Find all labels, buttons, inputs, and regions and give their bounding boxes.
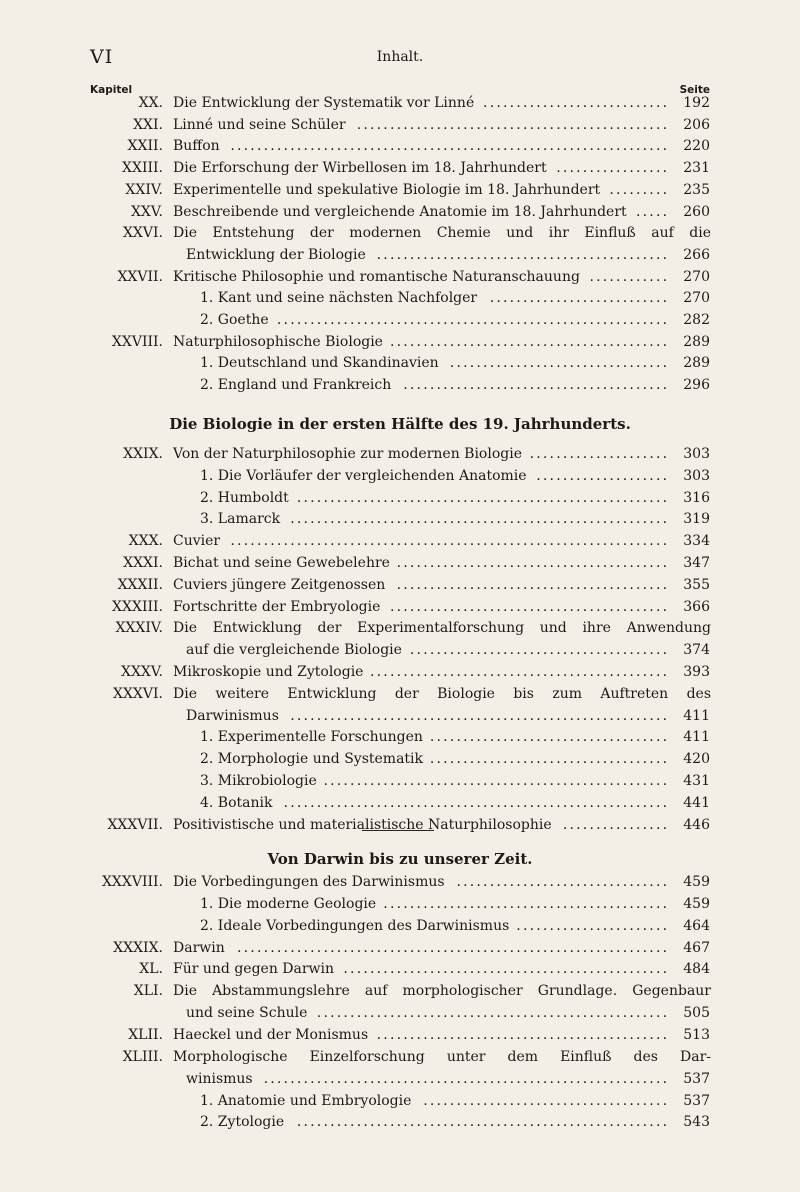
- toc-subentry: [0, 727, 800, 748]
- chapter-number: XXX.: [128, 533, 163, 550]
- subentry-title: 2. Humboldt: [200, 489, 289, 506]
- page-ref: 303: [683, 467, 710, 484]
- dot-leader: .........................................: [396, 576, 670, 593]
- dot-leader: .....................................................: [316, 1005, 670, 1022]
- chapter-title: Die Erforschung der Wirbellosen im 18. Jahrhundert: [173, 160, 547, 177]
- page-ref: 467: [683, 939, 710, 956]
- dot-leader: ............: [589, 268, 670, 285]
- dot-leader: ........................................: [403, 377, 670, 394]
- dot-leader: ...........................................................: [276, 312, 670, 328]
- chapter-number: XXIII.: [122, 160, 163, 177]
- toc-entry: [0, 597, 800, 618]
- chapter-number: XXXIV.: [115, 620, 163, 637]
- chapter-title: Beschreibende und vergleichende Anatomie im 18. Jahrhundert: [173, 203, 627, 220]
- chapter-number: XL.: [139, 961, 163, 978]
- chapter-title: Buffon: [173, 138, 220, 155]
- page-ref: 366: [683, 598, 710, 615]
- dot-leader: .........................................................: [290, 707, 670, 724]
- dot-leader: ..........................................: [389, 333, 670, 350]
- toc-entry-first-line: [0, 618, 800, 639]
- page-header: [90, 46, 710, 70]
- chapter-title: Mikroskopie und Zytologie: [173, 664, 364, 680]
- subentry-title: 2. England und Frankreich: [200, 377, 392, 394]
- chapter-number: XXVI.: [122, 225, 163, 242]
- dot-leader: .......................................: [409, 642, 670, 659]
- dot-leader: .....: [636, 203, 670, 220]
- dot-leader: .....................: [529, 446, 670, 462]
- page-ref: 266: [683, 246, 710, 263]
- chapter-number: XXXVII.: [107, 816, 163, 833]
- dot-leader: ........................................................: [296, 1114, 670, 1131]
- subentry-title: 1. Die moderne Geologie: [200, 895, 377, 912]
- page-ref: 319: [683, 511, 710, 528]
- chapter-number: XXIV.: [125, 181, 163, 198]
- chapter-number: XLI.: [133, 983, 163, 1000]
- column-header-page: Seite: [679, 84, 710, 96]
- page-ref: 334: [683, 533, 710, 550]
- chapter-title: Haeckel und der Monismus: [173, 1026, 369, 1043]
- chapter-title: Naturphilosophische Biologie: [173, 333, 383, 350]
- toc-subentry: [0, 771, 800, 792]
- toc-subentry: [0, 288, 800, 309]
- chapter-title: Die Vorbedingungen des Darwinismus: [173, 874, 445, 890]
- chapter-title-line: Die weitere Entwicklung der Biologie bis zum Auftreten des: [173, 685, 711, 702]
- toc-entry: [0, 332, 800, 353]
- dot-leader: .........: [609, 181, 670, 198]
- subentry-title: 1. Deutschland und Skandinavien: [200, 355, 439, 372]
- dot-leader: ........................................................: [296, 489, 670, 506]
- page-ref: 505: [683, 1005, 710, 1022]
- chapter-title: Fortschritte der Embryologie: [173, 598, 381, 615]
- dot-leader: .................................: [449, 355, 670, 372]
- page-ref: 393: [683, 664, 710, 680]
- toc-entry: [0, 815, 800, 836]
- dot-leader: .................................................................: [237, 939, 670, 956]
- toc-subentry: [0, 749, 800, 770]
- subentry-title: 3. Mikrobiologie: [200, 773, 317, 789]
- subentry-title: 1. Kant und seine nächsten Nachfolger: [200, 290, 478, 307]
- page-ref: 303: [683, 446, 710, 462]
- toc-entry: [0, 640, 800, 661]
- chapter-title: Darwin: [173, 939, 225, 956]
- running-title: Inhalt.: [376, 49, 424, 65]
- dot-leader: ...............................................: [356, 116, 670, 133]
- chapter-title: Cuviers jüngere Zeitgenossen: [173, 576, 386, 593]
- chapter-number: XXI.: [133, 116, 163, 133]
- page-ref: 459: [683, 874, 710, 890]
- toc-subentry: [0, 1091, 800, 1112]
- page-ref: 289: [683, 333, 710, 350]
- subentry-title: 2. Ideale Vorbedingungen des Darwinismus: [200, 917, 510, 934]
- page-ref: 484: [683, 961, 710, 978]
- column-header-chapter: Kapitel: [90, 84, 133, 96]
- toc-subentry: [0, 1112, 800, 1133]
- dot-leader: .....................................: [423, 1092, 670, 1109]
- chapter-number: XXXIII.: [112, 598, 163, 615]
- subentry-title: 2. Morphologie und Systematik: [200, 751, 424, 768]
- dot-leader: ................................: [456, 874, 670, 890]
- page-ref: 513: [683, 1026, 710, 1043]
- dot-leader: ..................................................................: [230, 533, 670, 550]
- page-ref: 537: [683, 1070, 710, 1087]
- chapter-title: und seine Schule: [186, 1005, 308, 1022]
- page-ref: 411: [683, 729, 710, 746]
- dot-leader: .................................................: [343, 961, 670, 978]
- toc-entry: [0, 706, 800, 727]
- page-ref: 441: [683, 794, 710, 811]
- page-ref: 296: [683, 377, 710, 394]
- subentry-title: 2. Goethe: [200, 312, 269, 328]
- page-ref: 316: [683, 489, 710, 506]
- toc-subentry: [0, 466, 800, 487]
- chapter-title: Darwinismus: [186, 707, 279, 724]
- page-ref: 282: [683, 312, 710, 328]
- page-ref: 411: [683, 707, 710, 724]
- dot-leader: ..........................................: [389, 598, 670, 615]
- toc-entry: [0, 267, 800, 288]
- toc-subentry: [0, 894, 800, 915]
- chapter-title-line: Die Abstammungslehre auf morphologischer Grundlage. Gegenbaur: [173, 983, 711, 1000]
- dot-leader: .........................................: [396, 555, 670, 571]
- toc-entry: [0, 959, 800, 980]
- chapter-number: XXVIII.: [111, 333, 163, 350]
- chapter-number: XLII.: [128, 1026, 163, 1043]
- page-ref: 459: [683, 895, 710, 912]
- subentry-title: 1. Anatomie und Embryologie: [200, 1092, 412, 1109]
- dot-leader: .............................................................: [263, 1070, 670, 1087]
- toc-entry-first-line: [0, 223, 800, 244]
- chapter-title: Für und gegen Darwin: [173, 961, 335, 978]
- toc-entry: [0, 93, 800, 114]
- page-ref: 374: [683, 642, 710, 659]
- dot-leader: ............................................: [376, 1026, 670, 1043]
- chapter-number: XXXII.: [117, 576, 163, 593]
- page-ref: 420: [683, 751, 710, 768]
- dot-leader: ....................................: [429, 729, 670, 746]
- chapter-number: XXIX.: [123, 446, 163, 462]
- toc-subentry: [0, 793, 800, 814]
- page-ref: 355: [683, 576, 710, 593]
- toc-entry: [0, 531, 800, 552]
- toc-entry: [0, 575, 800, 596]
- dot-leader: ..................................................................: [230, 138, 670, 155]
- page-number: VI: [90, 46, 114, 68]
- toc-entry: [0, 1025, 800, 1046]
- toc-entry: [0, 553, 800, 574]
- chapter-title-line: Morphologische Einzelforschung unter dem Einfluß des Dar-: [173, 1048, 711, 1065]
- chapter-title: Cuvier: [173, 533, 221, 550]
- dot-leader: .................: [556, 160, 670, 177]
- page-ref: 270: [683, 290, 710, 307]
- toc-subentry: [0, 353, 800, 374]
- page-ref: 347: [683, 555, 710, 571]
- toc-entry: [0, 180, 800, 201]
- page-ref: 220: [683, 138, 710, 155]
- toc-entry-first-line: [0, 1047, 800, 1068]
- toc-subentry: [0, 916, 800, 937]
- page-ref: 446: [683, 816, 710, 833]
- chapter-title: auf die vergleichende Biologie: [186, 642, 402, 659]
- toc-entry: [0, 444, 800, 465]
- dot-leader: ....................: [536, 467, 670, 484]
- toc-entry: [0, 136, 800, 157]
- toc-subentry: [0, 509, 800, 530]
- section-heading-darwin-to-present: Von Darwin bis zu unserer Zeit.: [267, 850, 533, 868]
- toc-entry: [0, 115, 800, 136]
- subentry-title: 1. Die Vorläufer der vergleichenden Anatomie: [200, 467, 527, 484]
- page-ref: 543: [683, 1114, 710, 1131]
- toc-entry: [0, 245, 800, 266]
- toc-entry: [0, 158, 800, 179]
- chapter-title: Die Entwicklung der Systematik vor Linné: [173, 95, 475, 111]
- dot-leader: ................: [562, 816, 670, 833]
- subentry-title: 3. Lamarck: [200, 511, 281, 528]
- toc-subentry: [0, 488, 800, 509]
- page-ref: 235: [683, 181, 710, 198]
- toc-entry: [0, 202, 800, 223]
- toc-entry: [0, 872, 800, 893]
- subentry-title: 4. Botanik: [200, 794, 273, 811]
- chapter-number: XXXIX.: [113, 939, 163, 956]
- dot-leader: .......................: [516, 917, 670, 934]
- chapter-number: XXXV.: [120, 664, 163, 680]
- toc-subentry: [0, 310, 800, 331]
- section-divider: [362, 830, 434, 831]
- chapter-number: XXXVI.: [113, 685, 163, 702]
- chapter-title: Kritische Philosophie und romantische Naturanschauung: [173, 268, 580, 285]
- toc-entry: [0, 938, 800, 959]
- page-ref: 270: [683, 268, 710, 285]
- toc-entry-first-line: [0, 684, 800, 705]
- toc-entry: [0, 1069, 800, 1090]
- chapter-number: XXV.: [130, 203, 163, 220]
- chapter-title: Entwicklung der Biologie: [186, 246, 366, 263]
- page-ref: 464: [683, 917, 710, 934]
- chapter-title-line: Die Entwicklung der Experimentalforschung und ihre Anwendung: [173, 620, 711, 637]
- subentry-title: 2. Zytologie: [200, 1114, 285, 1131]
- section-heading-first-half-19th-century: Die Biologie in der ersten Hälfte des 19. Jahrhunderts.: [169, 415, 631, 433]
- chapter-number: XX.: [138, 95, 163, 111]
- chapter-number: XXXI.: [123, 555, 163, 571]
- dot-leader: ....................................................: [323, 773, 670, 789]
- dot-leader: .........................................................: [290, 511, 670, 528]
- page-ref: 537: [683, 1092, 710, 1109]
- dot-leader: .............................................: [370, 664, 670, 680]
- toc-entry: [0, 662, 800, 683]
- dot-leader: ...........................: [489, 290, 670, 307]
- toc-entry: [0, 1003, 800, 1024]
- page-ref: 192: [683, 95, 710, 111]
- page-ref: 431: [683, 773, 710, 789]
- chapter-title: Positivistische und materialistische Naturphilosophie: [173, 816, 552, 833]
- dot-leader: ....................................: [429, 751, 670, 768]
- chapter-title: Linné und seine Schüler: [173, 116, 346, 133]
- toc-entry-first-line: [0, 981, 800, 1002]
- chapter-title: Experimentelle und spekulative Biologie im 18. Jahrhundert: [173, 181, 601, 198]
- chapter-title-line: Die Entstehung der modernen Chemie und ihr Einfluß auf die: [173, 225, 711, 242]
- dot-leader: ............................: [483, 95, 670, 111]
- dot-leader: ..........................................................: [283, 794, 670, 811]
- chapter-number: XXXVIII.: [101, 874, 163, 890]
- chapter-number: XXII.: [127, 138, 163, 155]
- page-ref: 260: [683, 203, 710, 220]
- dot-leader: ............................................: [376, 246, 670, 263]
- chapter-title: Bichat und seine Gewebelehre: [173, 555, 390, 571]
- toc-subentry: [0, 375, 800, 396]
- dot-leader: ...........................................: [383, 895, 670, 912]
- chapter-number: XLIII.: [122, 1048, 163, 1065]
- page-ref: 289: [683, 355, 710, 372]
- chapter-title: Von der Naturphilosophie zur modernen Biologie: [173, 446, 522, 462]
- subentry-title: 1. Experimentelle Forschungen: [200, 729, 423, 746]
- chapter-number: XXVII.: [117, 268, 163, 285]
- chapter-title: winismus: [186, 1070, 253, 1087]
- page-ref: 206: [683, 116, 710, 133]
- page-ref: 231: [683, 160, 710, 177]
